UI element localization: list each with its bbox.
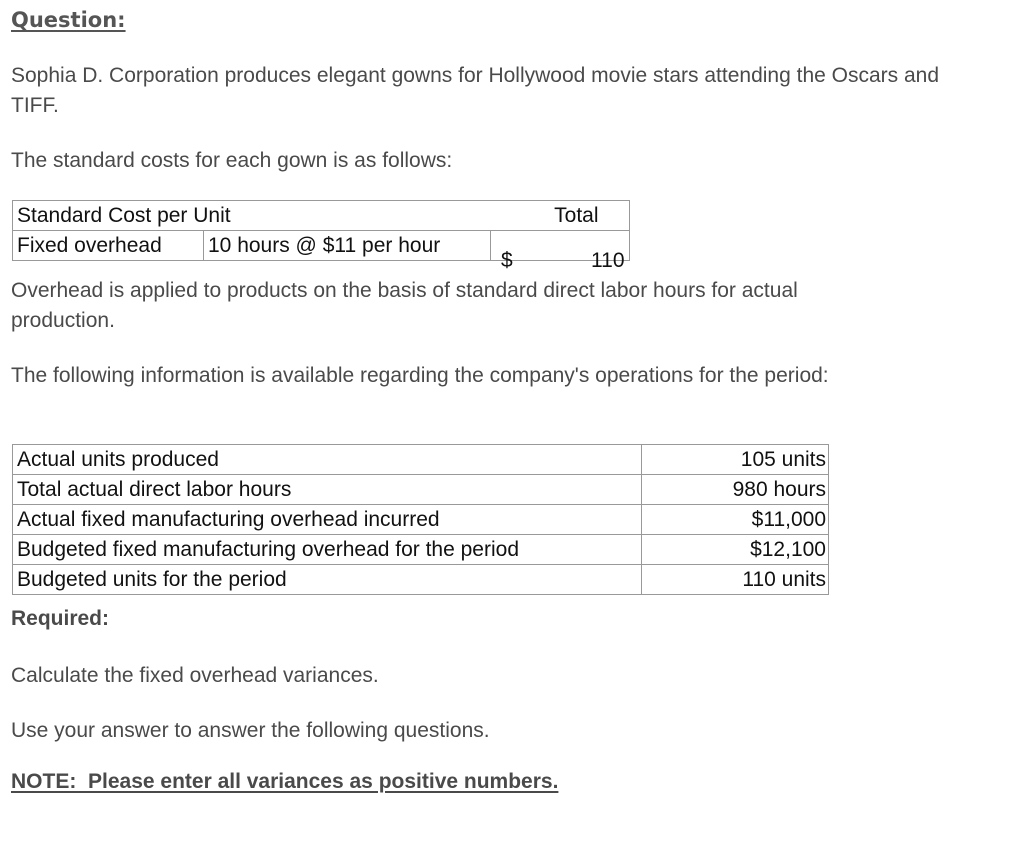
operations-info-table [12, 444, 829, 595]
standard-cost-header-row [13, 201, 630, 231]
info-label: Actual fixed manufacturing overhead incurred [13, 505, 642, 535]
instruction-text: Use your answer to answer the following questions. [11, 719, 490, 742]
fixed-overhead-detail: 10 hours @ $11 per hour [204, 231, 491, 261]
standard-cost-intro: The standard costs for each gown is as follows: [11, 149, 453, 172]
info-value: $11,000 [642, 505, 829, 535]
info-value: 980 hours [642, 475, 829, 505]
fixed-overhead-row [13, 231, 630, 261]
standard-cost-header-total: Total [491, 201, 630, 231]
table-row [13, 505, 829, 535]
table-row [13, 475, 829, 505]
fixed-overhead-total-cell [491, 231, 630, 272]
table-row [13, 535, 829, 565]
fixed-overhead-total: 110 [591, 248, 625, 272]
fixed-overhead-label: Fixed overhead [13, 231, 204, 261]
intro-paragraph: Sophia D. Corporation produces elegant gowns for Hollywood movie stars attending the Oscars and TIFF. [11, 64, 940, 117]
info-value: 105 units [642, 445, 829, 475]
info-label: Budgeted units for the period [13, 565, 642, 595]
table-row [13, 445, 829, 475]
required-label: Required: [11, 607, 110, 630]
overhead-application-note: Overhead is applied to products on the basis of standard direct labor hours for actual production. [11, 279, 798, 332]
positive-numbers-note: NOTE: Please enter all variances as positive numbers. [11, 770, 559, 793]
table-row [13, 565, 829, 595]
info-label: Total actual direct labor hours [13, 475, 642, 505]
currency-symbol: $ [501, 248, 513, 272]
info-value: $12,100 [642, 535, 829, 565]
standard-cost-header-label: Standard Cost per Unit [13, 201, 491, 231]
info-value: 110 units [642, 565, 829, 595]
operations-info-intro: The following information is available regarding the company's operations for the period: [11, 364, 829, 387]
info-label: Budgeted fixed manufacturing overhead for the period [13, 535, 642, 565]
standard-cost-table [12, 200, 630, 272]
task-text: Calculate the fixed overhead variances. [11, 664, 379, 687]
question-heading: Question: [11, 8, 126, 32]
info-label: Actual units produced [13, 445, 642, 475]
